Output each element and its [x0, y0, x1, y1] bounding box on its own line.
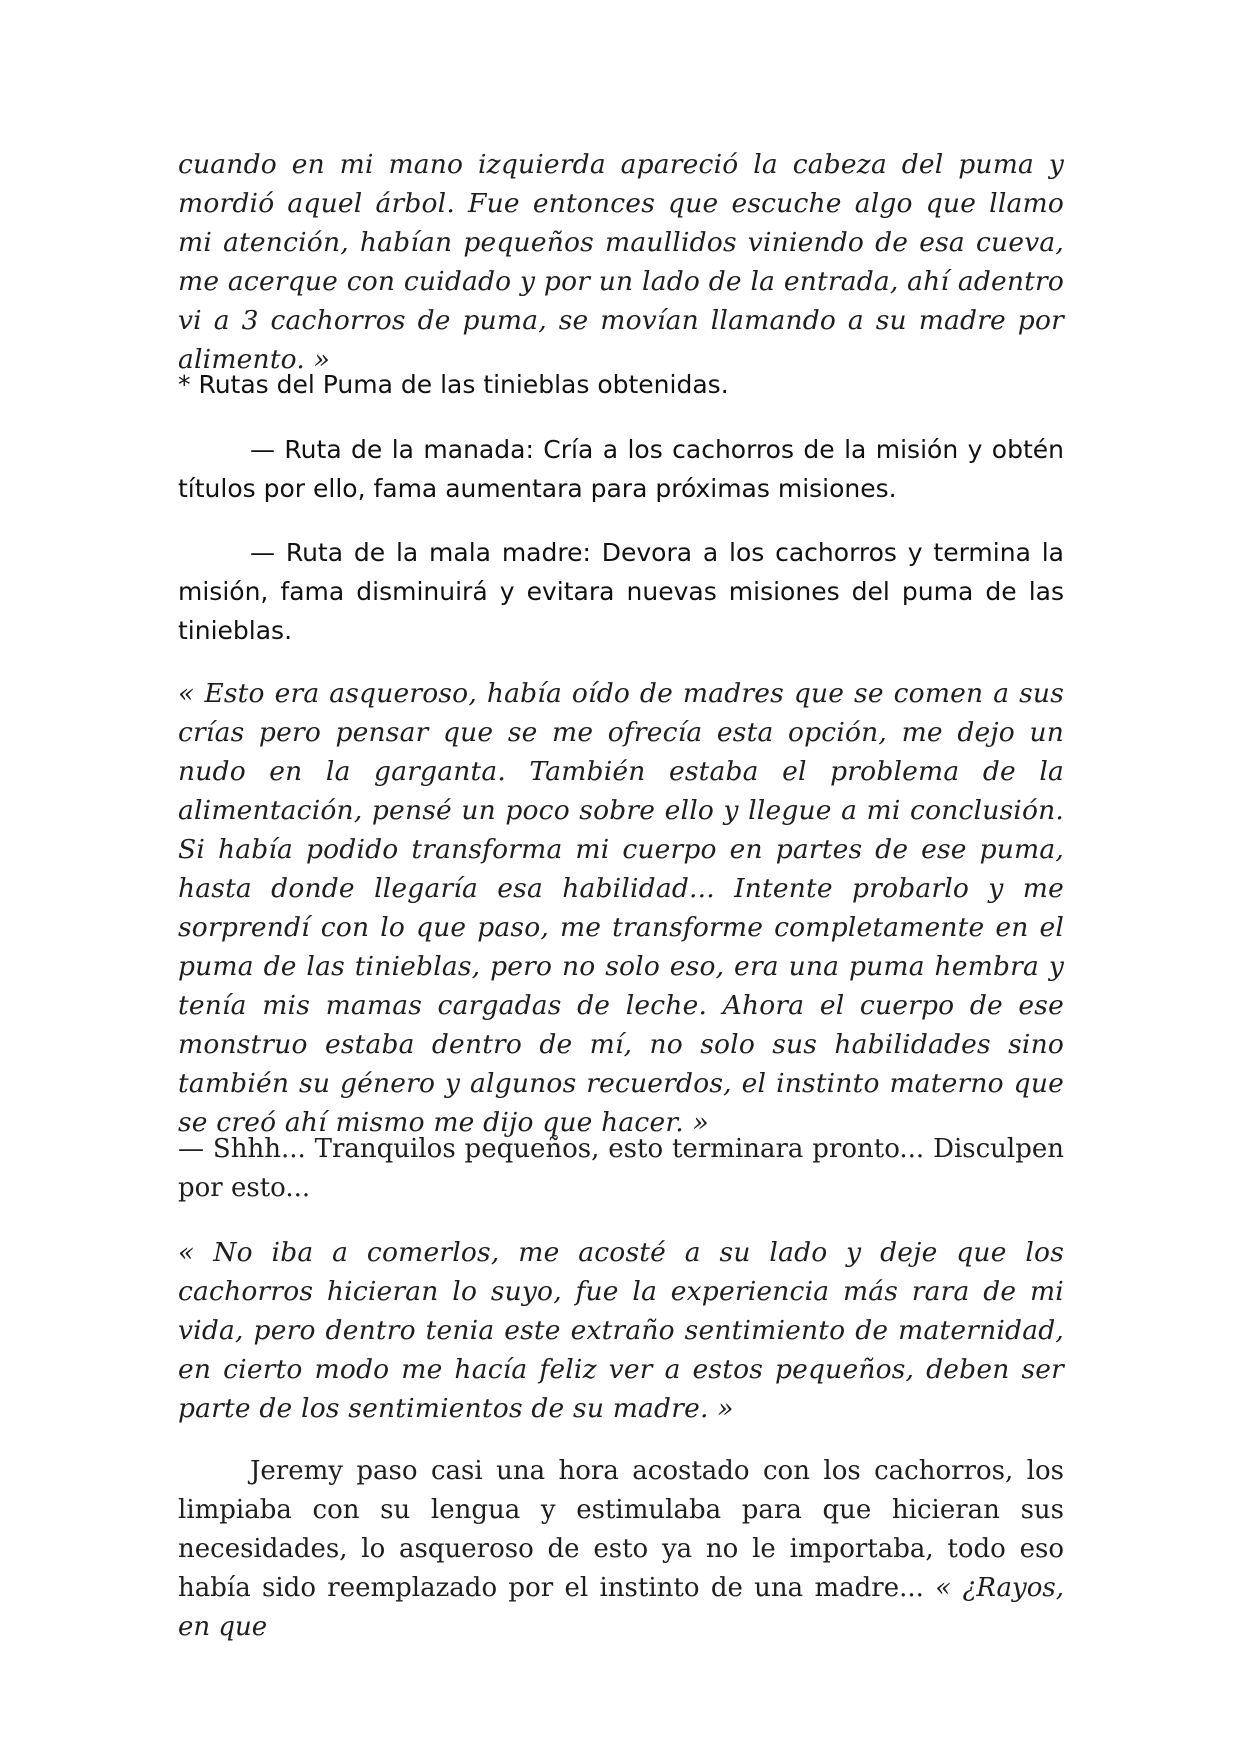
paragraph-routes-heading: * Rutas del Puma de las tinieblas obtenidas. — [178, 370, 729, 399]
paragraph-jeremy-text: Jeremy paso casi una hora acostado con los cachorros, los limpiaba con su lengua y estimulaba para que hicieran sus necesidades, lo asqueroso de esto ya no le importaba, todo eso había sido reemplazado por el instinto de una madre... — [178, 1456, 1064, 1603]
paragraph-route-bad-mother: — Ruta de la mala madre: Devora a los cachorros y termina la misión, fama disminuirá y evitara nuevas misiones del puma de las tinieblas. — [178, 538, 1064, 645]
paragraph-jeremy — [178, 1452, 1064, 1647]
paragraph-narration-nursing: « No iba a comerlos, me acosté a su lado y deje que los cachorros hicieran lo suyo, fue la experiencia más rara de mi vida, pero dentro tenia este extraño sentimiento de maternidad, en cierto modo me hacía feliz ver a estos pequeños, deben ser parte de los sentimientos de su madre. » — [178, 1237, 1064, 1424]
paragraph-dialogue-shhh: — Shhh... Tranquilos pequeños, esto terminara pronto... Disculpen por esto... — [178, 1134, 1064, 1203]
paragraph-jeremy-italic-tail: « ¿Rayos, en que — [178, 1573, 1065, 1642]
paragraph-narration-cave: cuando en mi mano izquierda apareció la cabeza del puma y mordió aquel árbol. Fue entonces que escuche algo que llamo mi atención, habían pequeños maullidos viniendo de esa cueva, me acerque con cuidado y por un lado de la entrada, ahí adentro vi a 3 cachorros de puma, se movían llamando a su madre por alimento. » — [178, 149, 1064, 375]
paragraph-route-pack: — Ruta de la manada: Cría a los cachorros de la misión y obtén títulos por ello, fama aumentara para próximas misiones. — [178, 435, 1064, 503]
paragraph-narration-disgust: « Esto era asqueroso, había oído de madres que se comen a sus crías pero pensar que se me ofrecía esta opción, me dejo un nudo en la garganta. También estaba el problema de la alimentación, pensé un poco sobre ello y llegue a mi conclusión. Si había podido transforma mi cuerpo en partes de ese puma, hasta donde llegaría esa habilidad... Intente probarlo y me sorprendí con lo que paso, me transforme completamente en el puma de las tinieblas, pero no solo eso, era una puma hembra y tenía mis mamas cargadas de leche. Ahora el cuerpo de ese monstruo estaba dentro de mí, no solo sus habilidades sino también su género y algunos recuerdos, el instinto materno que se creó ahí mismo me dijo que hacer. » — [178, 678, 1064, 1138]
